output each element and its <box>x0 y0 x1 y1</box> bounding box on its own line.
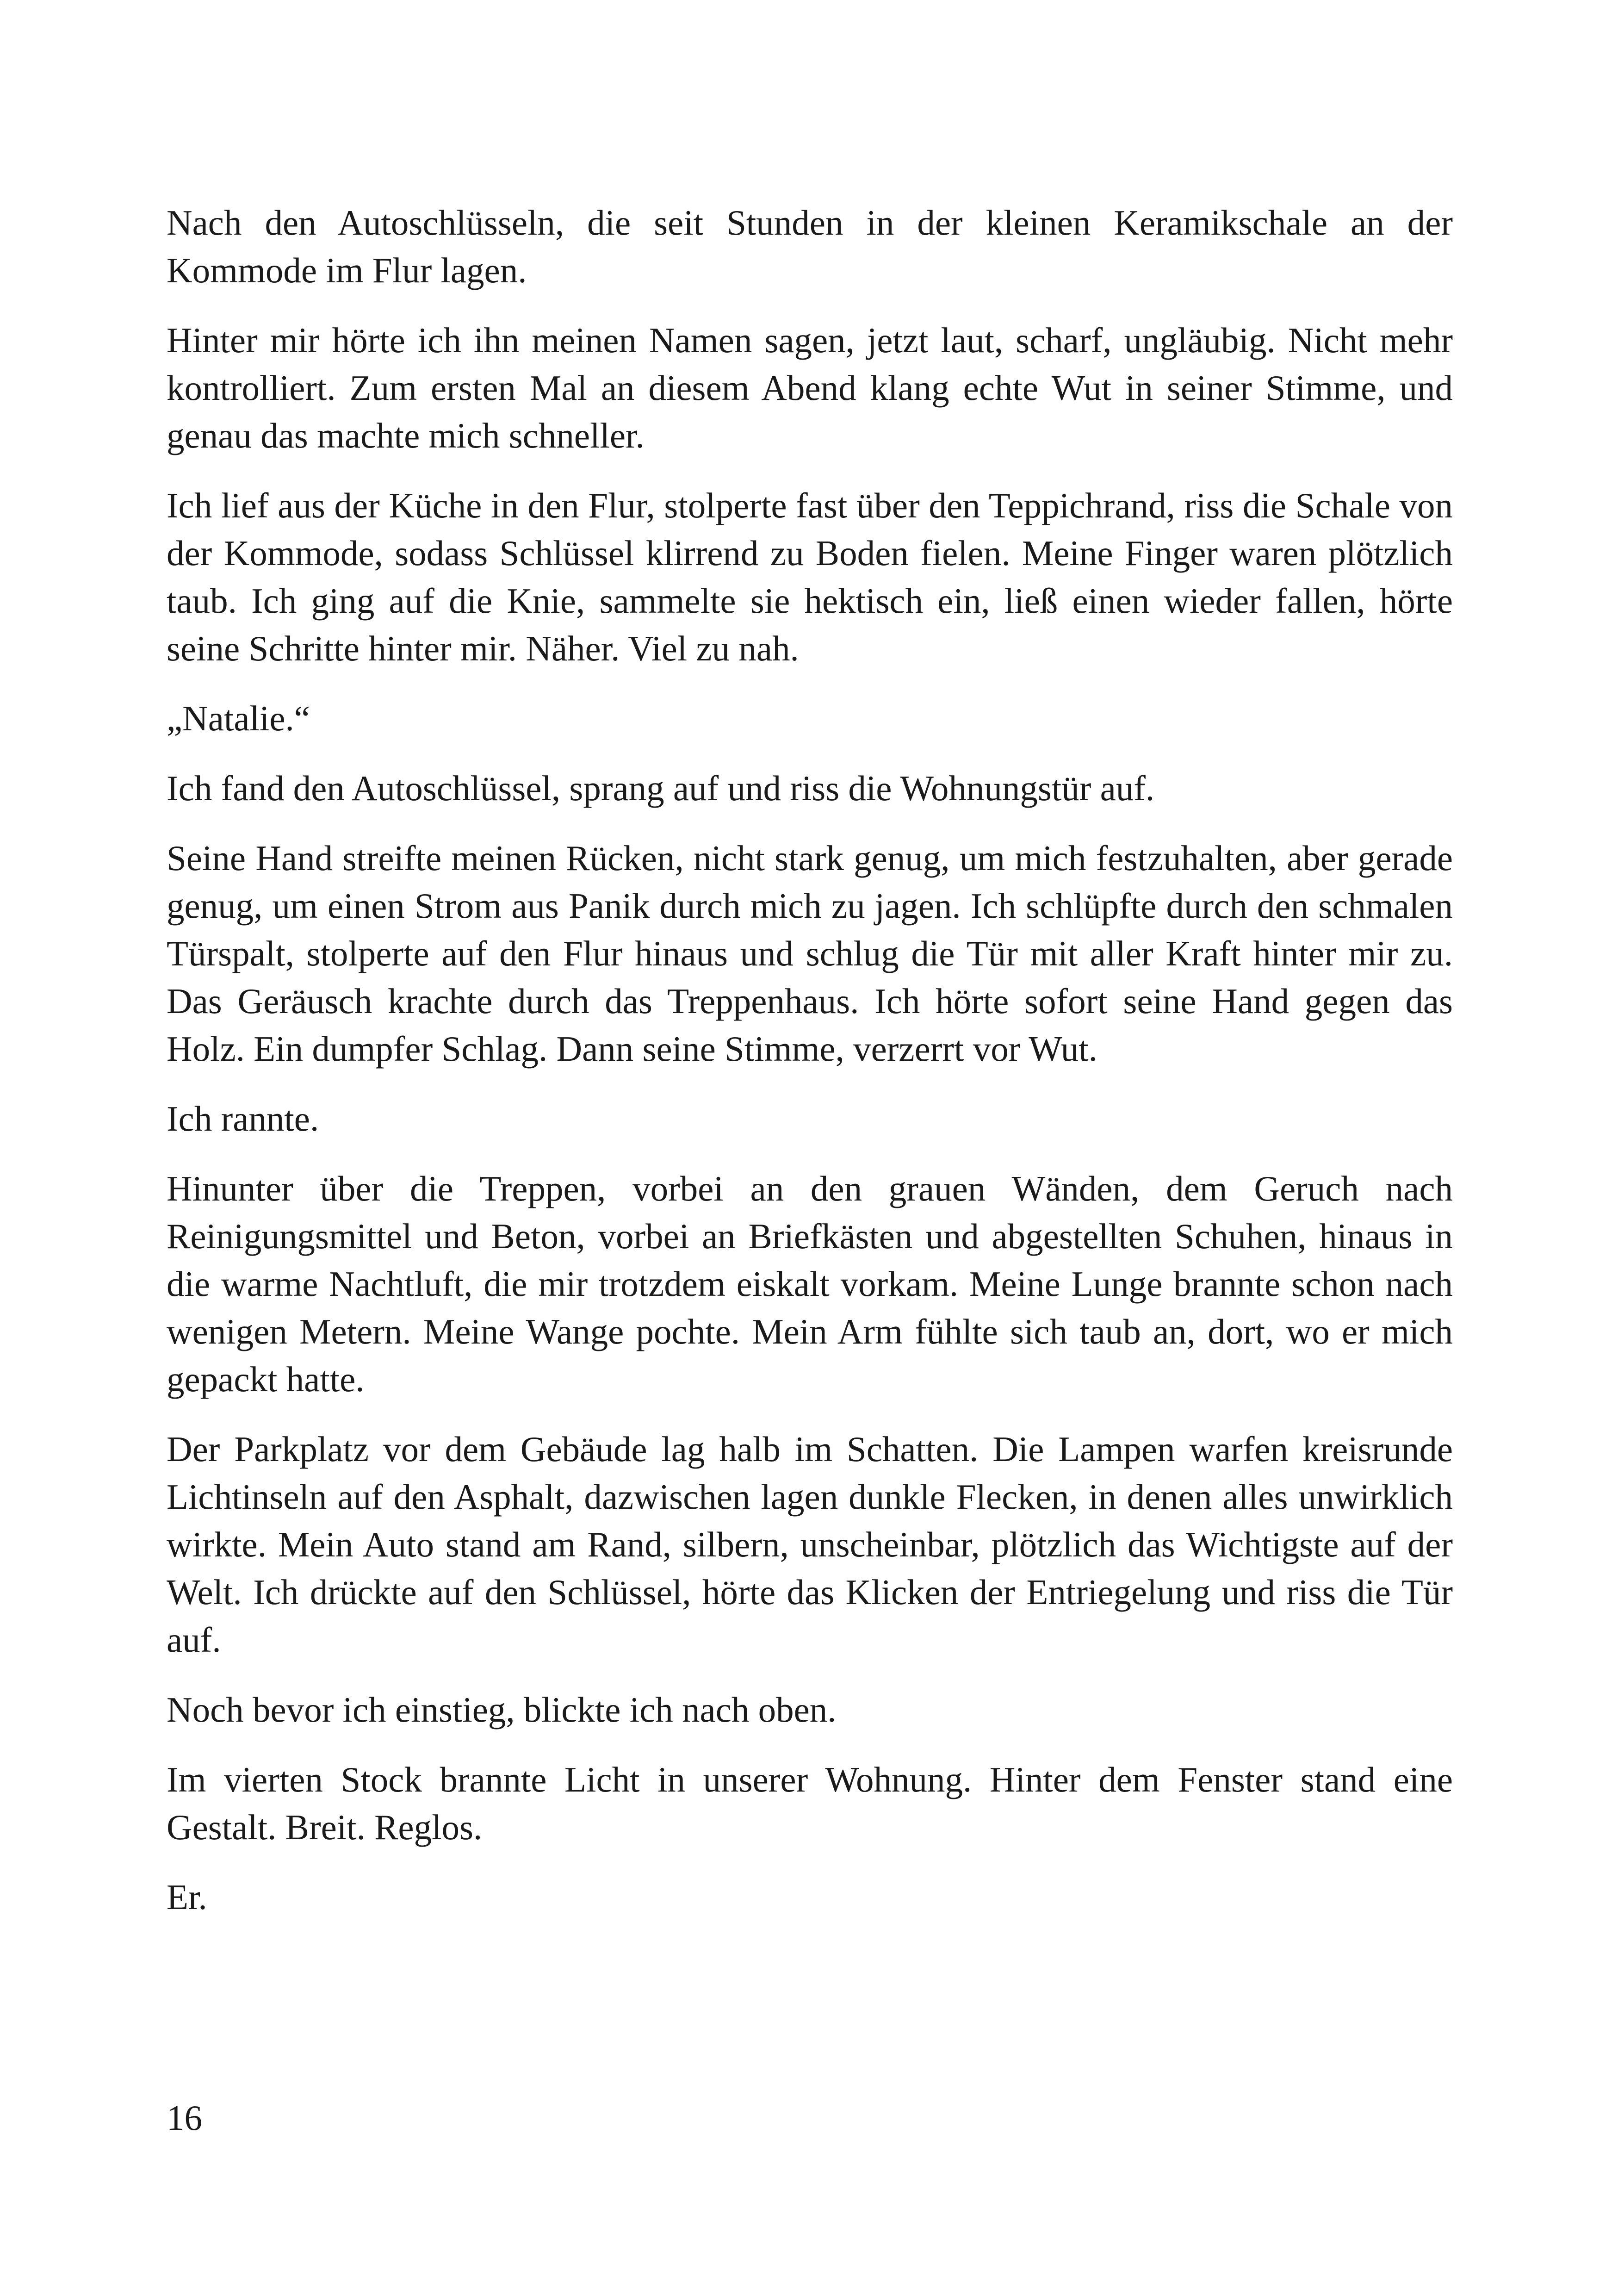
paragraph: Im vierten Stock brannte Licht in unserer Wohnung. Hinter dem Fenster stand eine Gestalt. Breit. Reglos. <box>167 1760 1453 1847</box>
paragraph: „Natalie.“ <box>167 698 310 738</box>
paragraph: Ich lief aus der Küche in den Flur, stolperte fast über den Teppichrand, riss die Schale von der Kommode, sodass Schlüssel klirrend zu Boden fielen. Meine Finger waren plötzlich taub. Ich ging auf die Knie, sammelte sie hektisch ein, ließ einen wieder fallen, hörte seine Schritte hinter mir. Näher. Viel zu nah. <box>167 485 1453 668</box>
paragraph: Der Parkplatz vor dem Gebäude lag halb im Schatten. Die Lampen warfen kreisrunde Lichtinseln auf den Asphalt, dazwischen lagen dunkle Flecken, in denen alles unwirklich wirkte. Mein Auto stand am Rand, silbern, unscheinbar, plötzlich das Wichtigste auf der Welt. Ich drückte auf den Schlüssel, hörte das Klicken der Entriegelung und riss die Tür auf. <box>167 1429 1453 1660</box>
paragraph: Ich rannte. <box>167 1099 319 1139</box>
paragraph: Seine Hand streifte meinen Rücken, nicht stark genug, um mich festzuhalten, aber gerade genug, um einen Strom aus Panik durch mich zu jagen. Ich schlüpfte durch den schmalen Türspalt, stolperte auf den Flur hinaus und schlug die Tür mit aller Kraft hinter mir zu. Das Geräusch krachte durch das Treppenhaus. Ich hörte sofort seine Hand gegen das Holz. Ein dumpfer Schlag. Dann seine Stimme, verzerrt vor Wut. <box>167 838 1453 1069</box>
paragraph: Nach den Autoschlüsseln, die seit Stunden in der kleinen Keramikschale an der Kommode im Flur lagen. <box>167 203 1453 290</box>
paragraph: Noch bevor ich einstieg, blickte ich nach oben. <box>167 1690 837 1730</box>
paragraph: Er. <box>167 1877 207 1917</box>
paragraph: Ich fand den Autoschlüssel, sprang auf und riss die Wohnungstür auf. <box>167 768 1155 808</box>
page-body <box>167 199 1453 1943</box>
paragraph: Hinter mir hörte ich ihn meinen Namen sagen, jetzt laut, scharf, ungläubig. Nicht mehr kontrolliert. Zum ersten Mal an diesem Abend klang echte Wut in seiner Stimme, und genau das machte mich schneller. <box>167 320 1453 455</box>
paragraph: Hinunter über die Treppen, vorbei an den grauen Wänden, dem Geruch nach Reinigungsmittel und Beton, vorbei an Briefkästen und abgestellten Schuhen, hinaus in die warme Nachtluft, die mir trotzdem eiskalt vorkam. Meine Lunge brannte schon nach wenigen Metern. Meine Wange pochte. Mein Arm fühlte sich taub an, dort, wo er mich gepackt hatte. <box>167 1169 1453 1399</box>
page-number: 16 <box>167 2098 202 2138</box>
